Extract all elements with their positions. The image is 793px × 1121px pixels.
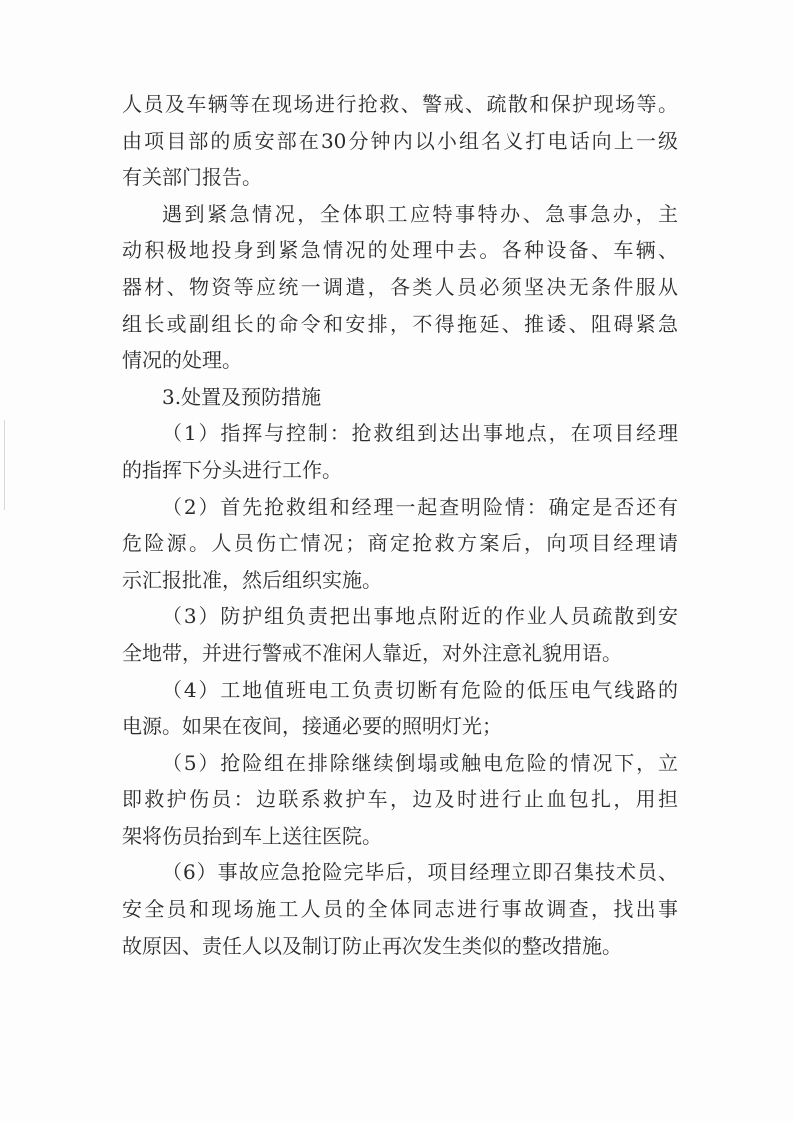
text-line: 示汇报批准，然后组织实施。 bbox=[122, 567, 382, 592]
paragraph-p4 bbox=[122, 415, 678, 488]
scan-edge-mark bbox=[4, 420, 5, 510]
text-line: （2）首先抢救组和经理一起查明险情：确定是否还有 bbox=[162, 494, 678, 519]
text-line: 遇到紧急情况，全体职工应特事特办、急事急办，主 bbox=[162, 201, 678, 226]
text-line: （5）抢险组在排除继续倒塌或触电危险的情况下，立 bbox=[162, 750, 678, 775]
paragraph-p8 bbox=[122, 745, 678, 855]
text-line: （3）防护组负责把出事地点附近的作业人员疏散到安 bbox=[162, 604, 678, 629]
text-line: 器材、物资等应统一调遣，各类人员必须坚决无条件服从 bbox=[122, 274, 678, 299]
text-line: 的指挥下分头进行工作。 bbox=[122, 457, 342, 482]
paragraph-p1 bbox=[122, 86, 678, 196]
paragraph-p5 bbox=[122, 489, 678, 599]
text-line: 组长或副组长的命令和安排，不得拖延、推诿、阻碍紧急 bbox=[122, 311, 678, 336]
text-line: 有关部门报告。 bbox=[122, 165, 262, 190]
text-line: 危险源。人员伤亡情况；商定抢救方案后，向项目经理请 bbox=[122, 531, 678, 556]
paragraph-p9 bbox=[122, 854, 678, 964]
document-body bbox=[122, 86, 678, 964]
paragraph-p6 bbox=[122, 598, 678, 671]
paragraph-p2 bbox=[122, 196, 678, 379]
paragraph-p7 bbox=[122, 672, 678, 745]
text-line: （4）工地值班电工负责切断有危险的低压电气线路的 bbox=[162, 677, 678, 702]
text-line: 全地带，并进行警戒不准闲人靠近，对外注意礼貌用语。 bbox=[122, 640, 622, 665]
text-line: （1）指挥与控制：抢救组到达出事地点，在项目经理 bbox=[162, 421, 678, 446]
text-line: 故原因、责任人以及制订防止再次发生类似的整改措施。 bbox=[122, 933, 622, 958]
text-line: 动积极地投身到紧急情况的处理中去。各种设备、车辆、 bbox=[122, 238, 678, 263]
text-line: 情况的处理。 bbox=[122, 348, 242, 373]
text-line: 架将伤员抬到车上送往医院。 bbox=[122, 823, 382, 848]
text-line: 安全员和现场施工人员的全体同志进行事故调查，找出事 bbox=[122, 897, 678, 922]
text-line: （6）事故应急抢险完毕后，项目经理立即召集技术员、 bbox=[162, 860, 678, 885]
paragraph-p3 bbox=[122, 379, 678, 416]
text-line: 3.处置及预防措施 bbox=[162, 384, 322, 409]
text-line: 人员及车辆等在现场进行抢救、警戒、疏散和保护现场等。 bbox=[122, 92, 678, 116]
text-line: 即救护伤员：边联系救护车，边及时进行止血包扎，用担 bbox=[122, 787, 678, 812]
text-line: 由项目部的质安部在30分钟内以小组名义打电话向上一级 bbox=[122, 128, 678, 153]
text-line: 电源。如果在夜间，接通必要的照明灯光； bbox=[122, 714, 502, 739]
